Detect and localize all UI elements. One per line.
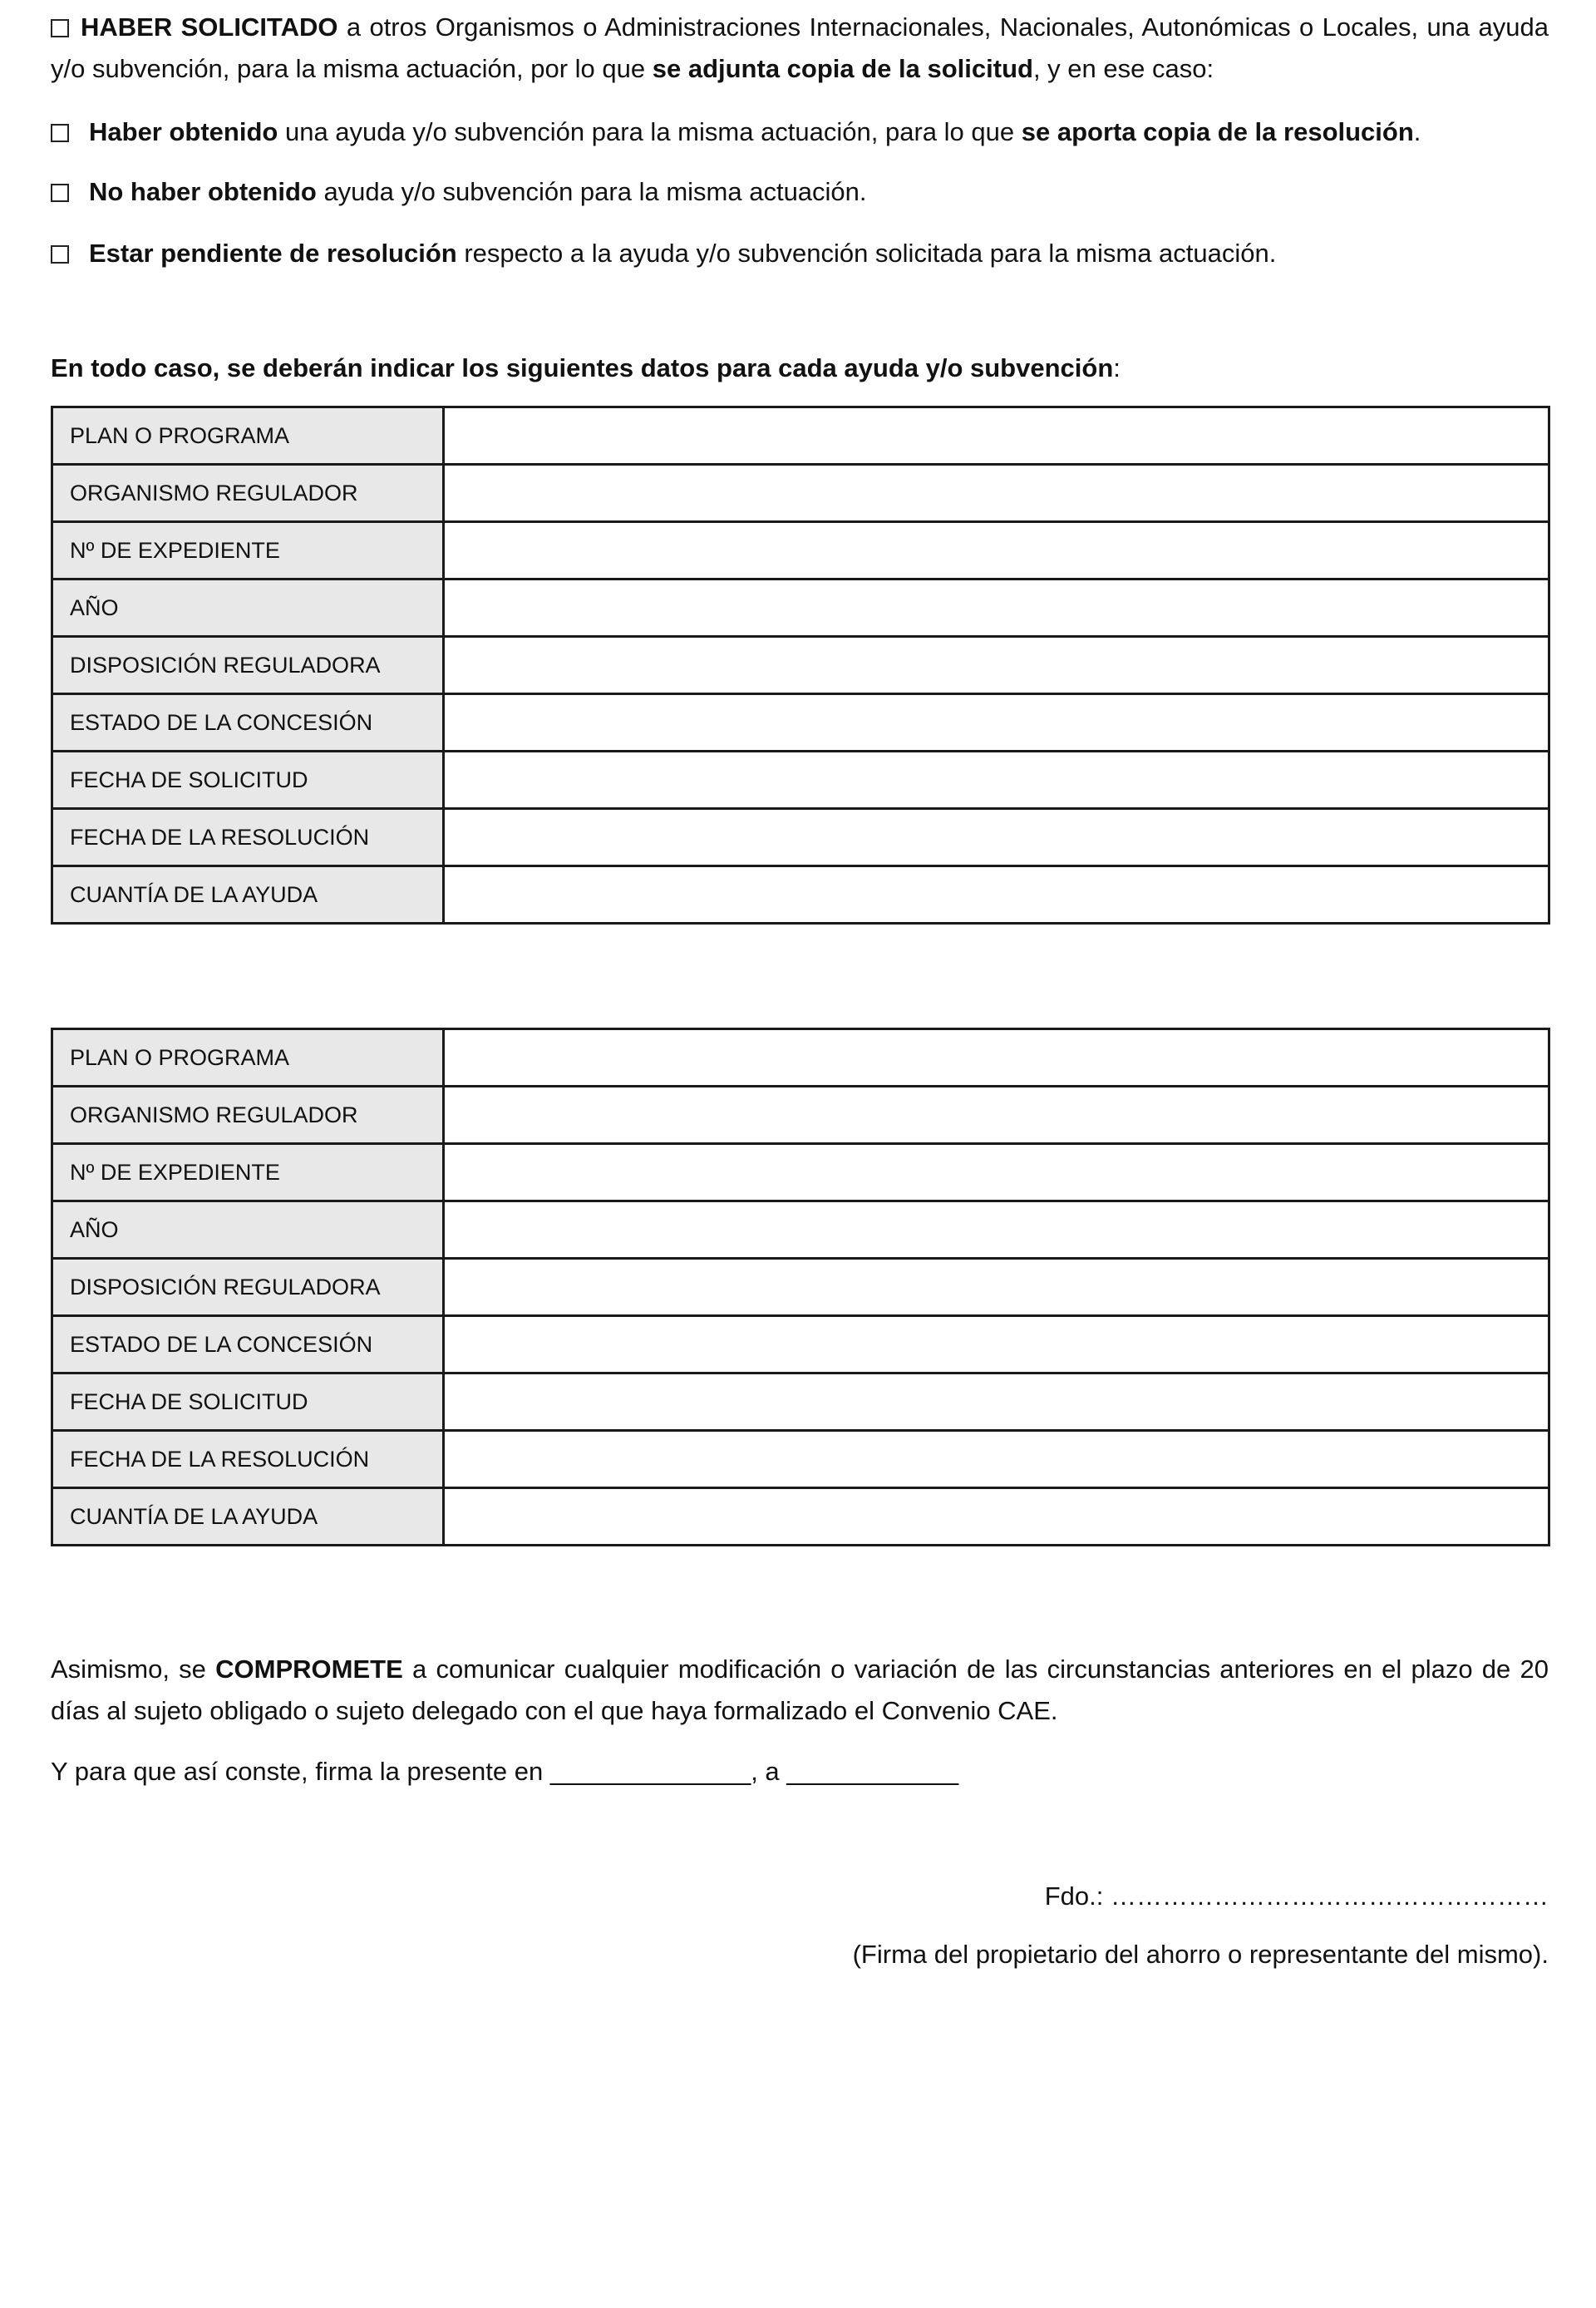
aid-data-table-2 [51,1028,1550,1546]
commitment-rest: a comunicar cualquier modificación o variación de las circunstancias anteriores en el plazo de 20 días al sujeto obligado o sujeto delegado con el que haya formalizado el Convenio CAE. [51,1655,1549,1725]
value-field[interactable] [444,1373,1549,1431]
commitment-paragraph [51,1649,1549,1732]
table-row [52,752,1549,809]
row-label: DISPOSICIÓN REGULADORA [52,637,444,694]
row-label: ESTADO DE LA CONCESIÓN [52,1316,444,1373]
bold-compromete: COMPROMETE [215,1655,403,1684]
intro-bold: En todo caso, se deberán indicar los siguientes datos para cada ayuda y/o subvención [51,353,1114,382]
checkbox-haber-obtenido[interactable] [51,124,69,142]
checkbox-haber-solicitado[interactable] [51,19,69,37]
option-bold: No haber obtenido [89,177,317,206]
value-field[interactable] [444,694,1549,752]
option-text: ayuda y/o subvención para la misma actuación. [316,177,867,206]
value-field[interactable] [444,637,1549,694]
declaration-text: a otros Organismos o Administraciones Internacionales, Nacionales, Autonómicas o Locales, una ayuda y/o subvención, para la misma actuación, por lo que [51,12,1549,83]
option-no-haber-obtenido [51,171,867,213]
value-field[interactable] [444,809,1549,866]
table-row [52,522,1549,579]
checkbox-pendiente-resolucion[interactable] [51,245,69,264]
declaration-end: , y en ese caso: [1032,54,1214,83]
option-text: respecto a la ayuda y/o subvención solicitada para la misma actuación. [456,239,1277,268]
place-date-line: Y para que así conste, firma la presente en ______________, a ____________ [51,1757,959,1786]
table-row [52,1431,1549,1488]
table-intro [51,348,1121,389]
intro-tail: : [1113,353,1121,382]
value-field[interactable] [444,579,1549,637]
table-row [52,637,1549,694]
signature-line: Fdo.: …………………………………………… [1044,1881,1549,1911]
table-row [52,1488,1549,1546]
option-text: una ayuda y/o subvención para la misma actuación, para lo que [278,117,1022,146]
value-field[interactable] [444,522,1549,579]
bold-adjunta-copia: se adjunta copia de la solicitud [652,54,1033,83]
table-row [52,1316,1549,1373]
value-field[interactable] [444,1431,1549,1488]
value-field[interactable] [444,1316,1549,1373]
row-label: PLAN O PROGRAMA [52,407,444,465]
value-field[interactable] [444,1029,1549,1087]
table-row [52,465,1549,522]
row-label: DISPOSICIÓN REGULADORA [52,1259,444,1316]
table-row [52,1029,1549,1087]
value-field[interactable] [444,752,1549,809]
value-field[interactable] [444,1144,1549,1201]
row-label: ORGANISMO REGULADOR [52,1087,444,1144]
table-row [52,866,1549,924]
row-label: PLAN O PROGRAMA [52,1029,444,1087]
table-row [52,407,1549,465]
value-field[interactable] [444,1087,1549,1144]
table-row [52,1144,1549,1201]
option-bold-2: se aporta copia de la resolución [1021,117,1414,146]
row-label: AÑO [52,1201,444,1259]
declaration-paragraph [51,7,1549,90]
table-row [52,1259,1549,1316]
row-label: FECHA DE SOLICITUD [52,1373,444,1431]
row-label: ORGANISMO REGULADOR [52,465,444,522]
option-bold: Haber obtenido [89,117,278,146]
option-haber-obtenido [51,111,1421,153]
value-field[interactable] [444,866,1549,924]
option-pendiente-resolucion [51,233,1276,274]
table-row [52,1373,1549,1431]
table-row [52,809,1549,866]
table-row [52,579,1549,637]
aid-data-table-1 [51,406,1550,925]
row-label: Nº DE EXPEDIENTE [52,522,444,579]
table-row [52,694,1549,752]
table-row [52,1201,1549,1259]
signature-note: (Firma del propietario del ahorro o representante del mismo). [852,1940,1549,1969]
value-field[interactable] [444,1201,1549,1259]
row-label: AÑO [52,579,444,637]
row-label: FECHA DE LA RESOLUCIÓN [52,1431,444,1488]
option-text-2: . [1413,117,1421,146]
row-label: CUANTÍA DE LA AYUDA [52,1488,444,1546]
value-field[interactable] [444,1259,1549,1316]
value-field[interactable] [444,407,1549,465]
commitment-start: Asimismo, se [51,1655,216,1684]
value-field[interactable] [444,1488,1549,1546]
row-label: ESTADO DE LA CONCESIÓN [52,694,444,752]
value-field[interactable] [444,465,1549,522]
row-label: CUANTÍA DE LA AYUDA [52,866,444,924]
table-row [52,1087,1549,1144]
bold-haber-solicitado: HABER SOLICITADO [81,12,338,42]
row-label: Nº DE EXPEDIENTE [52,1144,444,1201]
option-bold: Estar pendiente de resolución [89,239,457,268]
row-label: FECHA DE LA RESOLUCIÓN [52,809,444,866]
row-label: FECHA DE SOLICITUD [52,752,444,809]
checkbox-no-haber-obtenido[interactable] [51,184,69,202]
